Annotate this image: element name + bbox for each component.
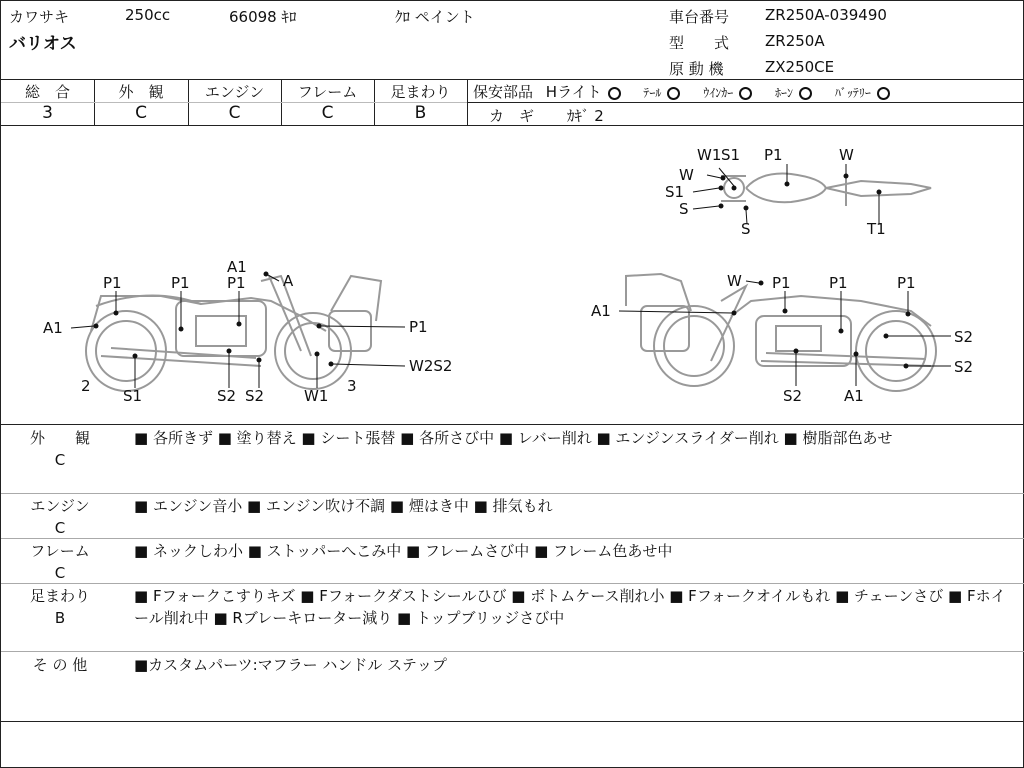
safety-item-label: Hライト: [545, 83, 602, 101]
type-value: ZR250A: [765, 32, 825, 50]
divider: [1, 651, 1024, 652]
maker: カワサキ: [9, 8, 70, 26]
note-text: ■ ネックしわ小 ■ ストッパーへこみ中 ■ フレームさび中 ■ フレーム色あせ中: [134, 542, 673, 560]
model-name: バリオス: [9, 34, 77, 54]
damage-point: [884, 334, 889, 339]
safety-item: [546, 83, 621, 101]
safety-item: [703, 86, 752, 100]
marker-label: S1: [123, 387, 143, 405]
marker-label: P1: [103, 274, 122, 292]
damage-point: [844, 174, 849, 179]
damage-point: [732, 311, 737, 316]
marker-label: T1: [867, 220, 886, 238]
marker-label: P1: [171, 274, 190, 292]
marker-label: S1: [665, 183, 685, 201]
type-label: 型 式: [669, 34, 730, 52]
safety-item: [775, 86, 812, 100]
divider: [467, 102, 1023, 103]
marker-label: A: [283, 272, 294, 290]
marker-label: A1: [43, 319, 63, 337]
marker-label: A1: [844, 387, 864, 405]
marker-label: S2: [245, 387, 265, 405]
grade-value-engine: C: [228, 103, 241, 123]
marker-label: 3: [347, 377, 357, 395]
divider: [1, 79, 1024, 80]
check-circle-icon: [739, 87, 752, 100]
check-circle-icon: [799, 87, 812, 100]
damage-point: [877, 190, 882, 195]
marker-label: P1: [897, 274, 916, 292]
damage-point: [906, 312, 911, 317]
damage-point: [237, 322, 242, 327]
note-label: エンジン C: [30, 497, 90, 537]
divider: [1, 493, 1024, 494]
marker-label: P1: [829, 274, 848, 292]
grade-value-total: 3: [42, 103, 53, 123]
displacement: 250cc: [125, 6, 171, 24]
damage-point: [732, 186, 737, 191]
damage-point: [114, 311, 119, 316]
note-text: ■カスタムパーツ:マフラー ハンドル ステップ: [134, 656, 447, 674]
bike-top: [721, 174, 931, 206]
engine-label: 原 動 機: [669, 60, 724, 78]
damage-point: [721, 176, 726, 181]
damage-point: [759, 281, 764, 286]
damage-point: [839, 329, 844, 334]
note-label: 外 観 C: [29, 429, 90, 469]
grade-value-suspension: B: [414, 103, 427, 123]
bike-side-left: [86, 276, 381, 391]
safety-title: 保安部品: [473, 83, 534, 101]
check-circle-icon: [608, 87, 621, 100]
frame-label: 車台番号: [669, 8, 730, 26]
safety-item: [835, 86, 890, 100]
damage-point: [94, 324, 99, 329]
marker-label: P1: [772, 274, 791, 292]
marker-label: S2: [783, 387, 803, 405]
damage-point: [227, 349, 232, 354]
divider: [1, 721, 1024, 722]
damage-point: [785, 182, 790, 187]
damage-point: [264, 272, 269, 277]
grade-label-frame: フレーム: [297, 83, 358, 101]
grade-label-exterior: 外 観: [118, 83, 164, 101]
frame-number: ZR250A-039490: [765, 6, 887, 24]
damage-point: [133, 354, 138, 359]
marker-label: P1: [764, 146, 783, 164]
engine-value: ZX250CE: [765, 58, 835, 76]
note-label: 足まわり B: [29, 587, 90, 627]
safety-item-label: ｳｲﾝｶｰ: [703, 86, 734, 100]
damage-point: [794, 349, 799, 354]
marker-label: S2: [217, 387, 237, 405]
marker-label: S1: [721, 146, 741, 164]
safety-item-label: ﾎｰﾝ: [775, 86, 794, 100]
marker-label: P1: [227, 274, 246, 292]
marker-label: W: [679, 166, 694, 184]
damage-point: [854, 352, 859, 357]
safety-item-label: ﾃｰﾙ: [643, 86, 662, 100]
color: ｸﾛ ペイント: [395, 8, 475, 26]
divider: [1, 538, 1024, 539]
damage-point: [179, 327, 184, 332]
damage-point: [329, 362, 334, 367]
divider: [1, 424, 1024, 425]
marker-label: W2S2: [409, 357, 453, 375]
damage-point: [719, 204, 724, 209]
note-text: ■ Fフォークこすりキズ ■ Fフォークダストシールひび ■ ボトムケース削れ小 ■ Fフォークオイルもれ ■ チェーンさび ■ Fホイール削れ中 ■ Rブレーキローター減り ■ トップブリッジさび中: [134, 587, 1006, 627]
grade-label-total: 総 合: [24, 83, 70, 101]
safety-parts: [473, 81, 890, 102]
marker-label: P1: [409, 318, 428, 336]
key-value: ｶｷﾞ 2: [567, 107, 604, 125]
damage-diagram: [1, 126, 1023, 424]
damage-point: [719, 186, 724, 191]
note-text: ■ エンジン音小 ■ エンジン吹け不調 ■ 煙はき中 ■ 排気もれ: [134, 497, 553, 515]
marker-label: S: [741, 220, 751, 238]
damage-point: [783, 309, 788, 314]
check-circle-icon: [667, 87, 680, 100]
marker-label: S: [679, 200, 689, 218]
grade-value-frame: C: [321, 103, 334, 123]
safety-item-label: ﾊﾞｯﾃﾘｰ: [834, 86, 871, 100]
damage-point: [315, 352, 320, 357]
damage-point: [257, 358, 262, 363]
divider: [1, 583, 1024, 584]
safety-item: [643, 86, 680, 100]
grade-label-suspension: 足まわり: [390, 83, 451, 101]
marker-label: W: [727, 272, 742, 290]
marker-label: W1: [304, 387, 329, 405]
marker-label: A1: [227, 258, 247, 276]
damage-point: [904, 364, 909, 369]
marker-label: W: [839, 146, 854, 164]
mileage: 66098 ｷﾛ: [229, 8, 297, 26]
note-label: そ の 他: [32, 656, 88, 674]
marker-label: A1: [591, 302, 611, 320]
note-label: フレーム C: [30, 542, 90, 582]
grade-label-engine: エンジン: [204, 83, 265, 101]
marker-label: W1: [697, 146, 722, 164]
marker-label: S2: [954, 358, 974, 376]
damage-point: [317, 324, 322, 329]
grade-value-exterior: C: [135, 103, 147, 123]
damage-point: [744, 206, 749, 211]
marker-label: 2: [81, 377, 91, 395]
marker-label: S2: [954, 328, 974, 346]
note-text: ■ 各所きず ■ 塗り替え ■ シート張替 ■ 各所さび中 ■ レバー削れ ■ エンジンスライダー削れ ■ 樹脂部色あせ: [134, 429, 893, 447]
key-label: カ ギ: [489, 107, 535, 125]
check-circle-icon: [877, 87, 890, 100]
